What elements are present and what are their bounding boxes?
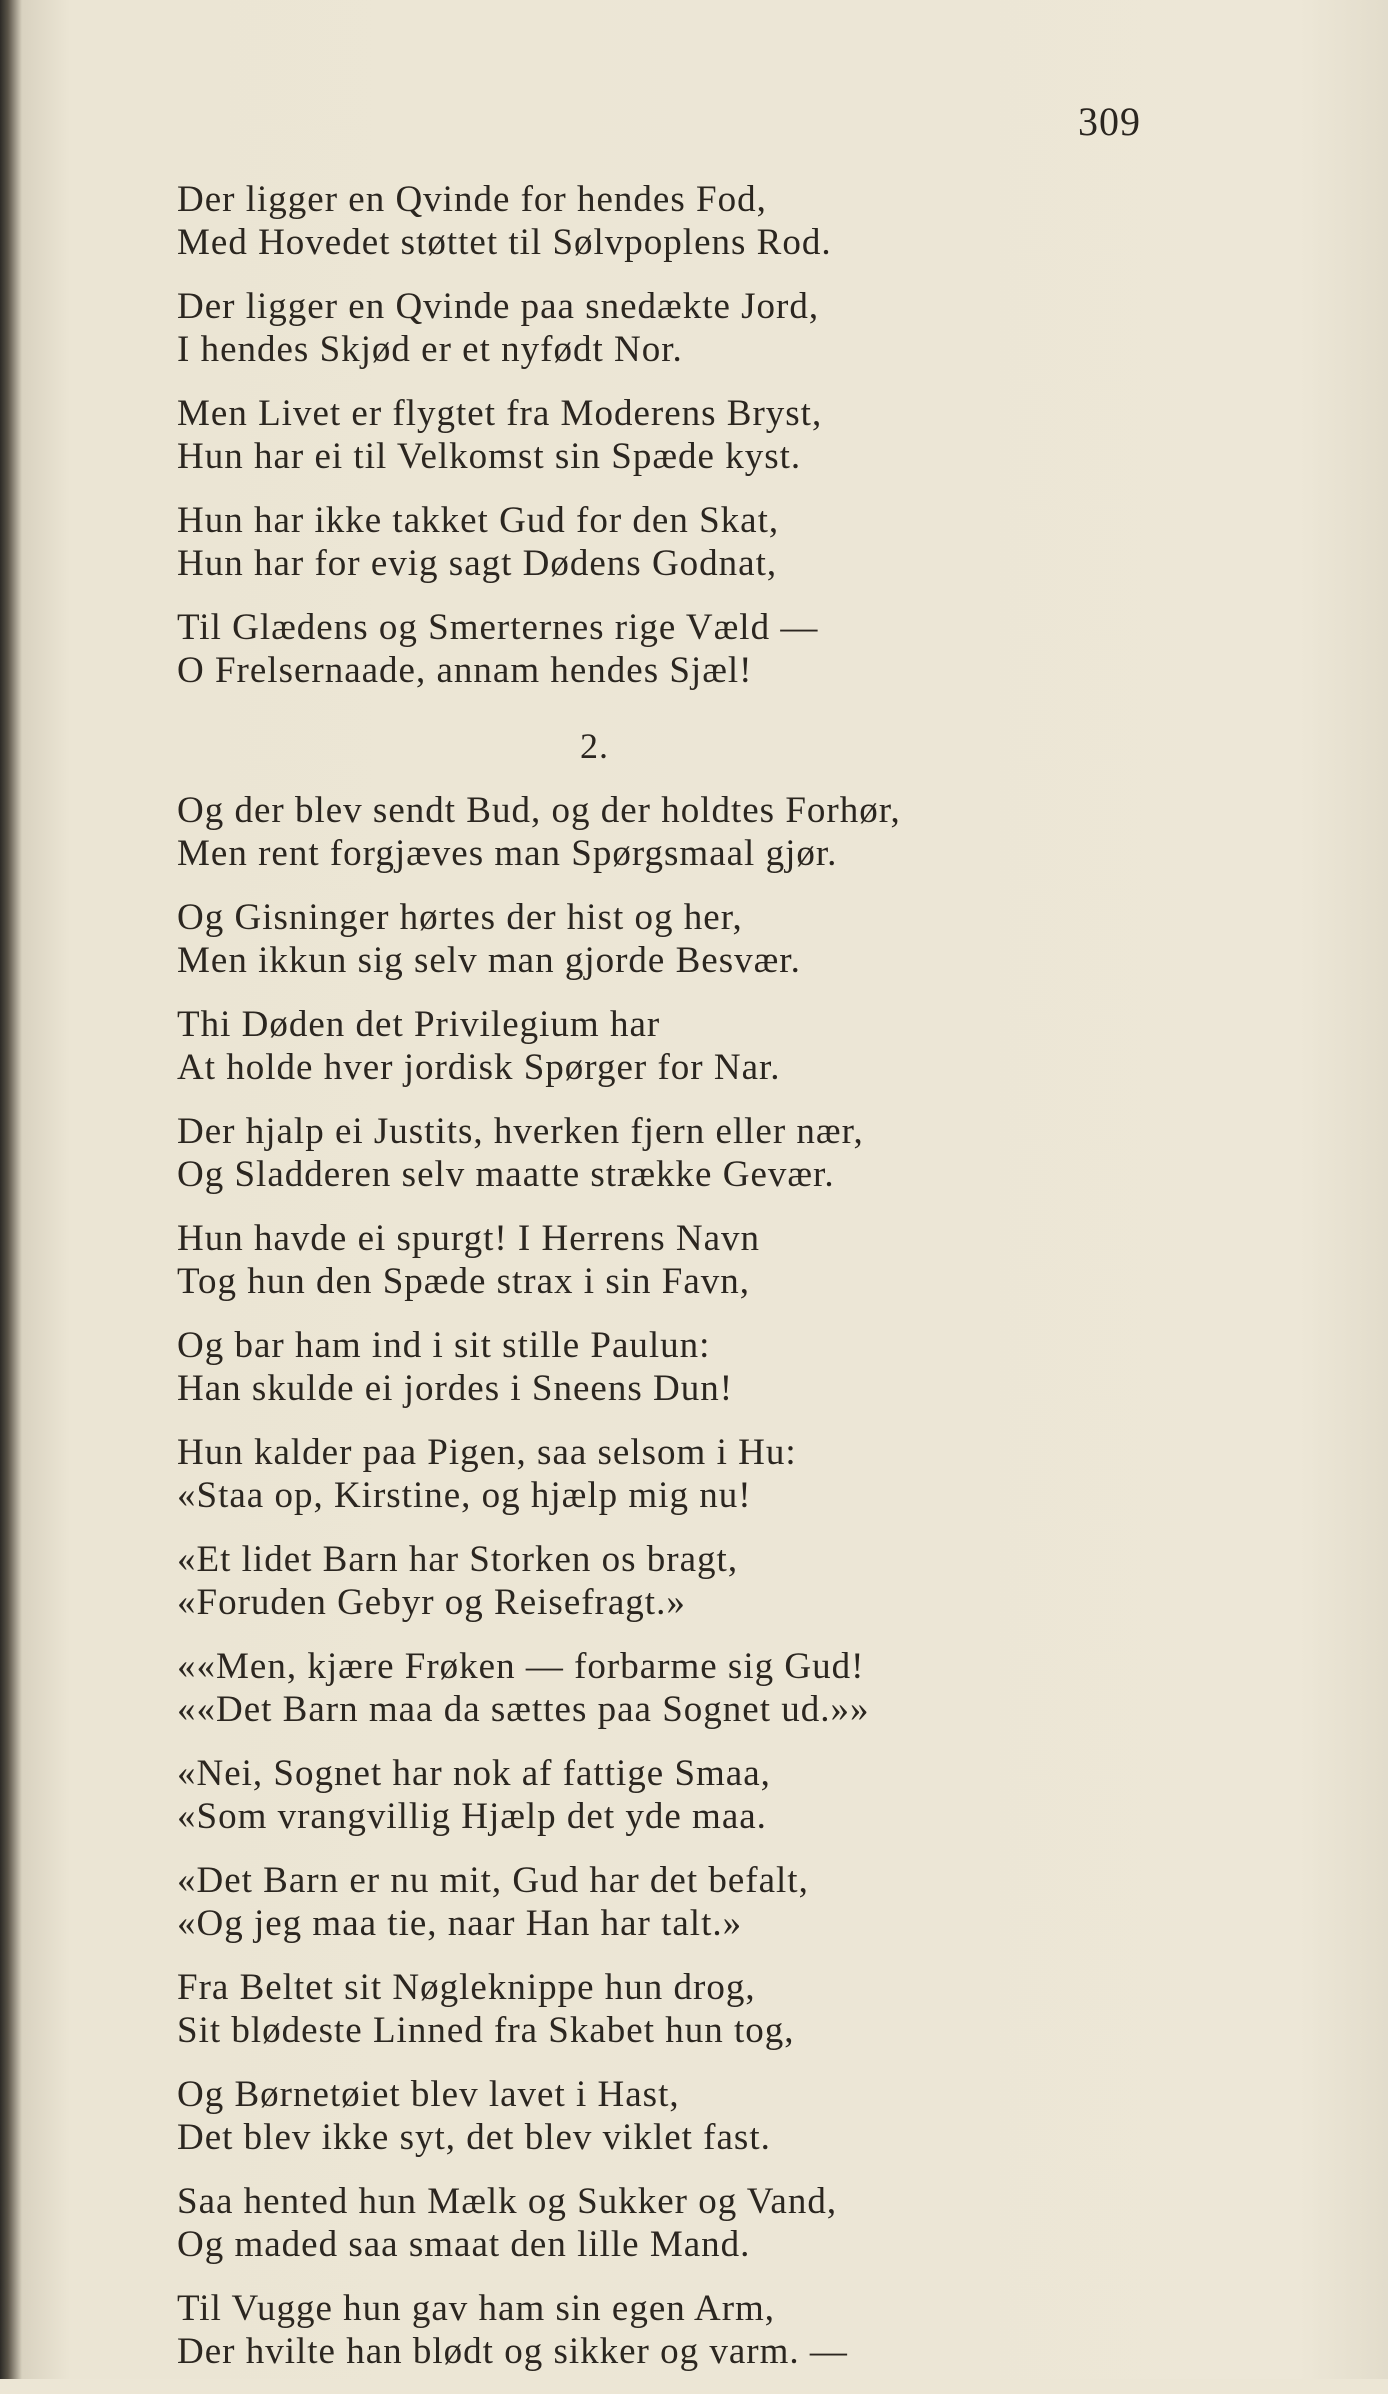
verse-line: Og bar ham ind i sit stille Paulun: — [177, 1325, 711, 1366]
verse-line: Hun kalder paa Pigen, saa selsom i Hu: — [177, 1432, 797, 1473]
stanza — [177, 178, 1327, 264]
verse-line: Thi Døden det Privilegium har — [177, 1004, 661, 1045]
stanza — [177, 499, 1327, 585]
verse-line: Saa hented hun Mælk og Sukker og Vand, — [177, 2181, 838, 2222]
poem-part-1 — [177, 178, 1327, 692]
stanza — [177, 1431, 1327, 1517]
stanza — [177, 2287, 1327, 2373]
stanza — [177, 1752, 1327, 1838]
stanza — [177, 1003, 1327, 1089]
verse-line: Med Hovedet støttet til Sølvpoplens Rod. — [177, 222, 832, 263]
verse-line: «Som vrangvillig Hjælp det yde maa. — [177, 1796, 767, 1837]
verse-line: Til Vugge hun gav ham sin egen Arm, — [177, 2288, 776, 2329]
verse-line: At holde hver jordisk Spørger for Nar. — [177, 1047, 781, 1088]
verse-line: Hun har for evig sagt Dødens Godnat, — [177, 543, 778, 584]
poem-part-2 — [177, 789, 1327, 2373]
stanza — [177, 2180, 1327, 2266]
stanza — [177, 2073, 1327, 2159]
verse-line: Men Livet er flygtet fra Moderens Bryst, — [177, 393, 823, 434]
poem-text — [177, 178, 1327, 2394]
verse-line: Tog hun den Spæde strax i sin Favn, — [177, 1261, 750, 1302]
verse-line: Og Gisninger hørtes der hist og her, — [177, 897, 743, 938]
stanza — [177, 1324, 1327, 1410]
stanza — [177, 896, 1327, 982]
stanza — [177, 1538, 1327, 1624]
verse-line: O Frelsernaade, annam hendes Sjæl! — [177, 650, 753, 691]
verse-line: Der hvilte han blødt og sikker og varm. — — [177, 2331, 848, 2372]
verse-line: «Staa op, Kirstine, og hjælp mig nu! — [177, 1475, 752, 1516]
verse-line: Hun har ei til Velkomst sin Spæde kyst. — [177, 436, 802, 477]
verse-line: Og Sladderen selv maatte strække Gevær. — [177, 1154, 835, 1195]
verse-line: ««Men, kjære Frøken — forbarme sig Gud! — [177, 1646, 865, 1687]
verse-line: Det blev ikke syt, det blev viklet fast. — [177, 2117, 771, 2158]
verse-line: Og Børnetøiet blev lavet i Hast, — [177, 2074, 680, 2115]
verse-line: «Det Barn er nu mit, Gud har det befalt, — [177, 1860, 809, 1901]
verse-line: Sit blødeste Linned fra Skabet hun tog, — [177, 2010, 795, 2051]
verse-line: Fra Beltet sit Nøgleknippe hun drog, — [177, 1967, 756, 2008]
verse-line: Til Glædens og Smerternes rige Væld — — [177, 607, 819, 648]
verse-line: «Og jeg maa tie, naar Han har talt.» — [177, 1903, 743, 1944]
verse-line: Hun har ikke takket Gud for den Skat, — [177, 500, 780, 541]
verse-line: «Nei, Sognet har nok af fattige Smaa, — [177, 1753, 771, 1794]
verse-line: Og der blev sendt Bud, og der holdtes Forhør, — [177, 790, 901, 831]
verse-line: Der hjalp ei Justits, hverken fjern eller nær, — [177, 1111, 864, 1152]
stanza — [177, 1966, 1327, 2052]
stanza — [177, 1217, 1327, 1303]
stanza — [177, 285, 1327, 371]
verse-line: Men ikkun sig selv man gjorde Besvær. — [177, 940, 801, 981]
page-number: 309 — [1078, 99, 1141, 144]
verse-line: Og maded saa smaat den lille Mand. — [177, 2224, 751, 2265]
verse-line: ««Det Barn maa da sættes paa Sognet ud.»» — [177, 1689, 870, 1730]
verse-line: «Et lidet Barn har Storken os bragt, — [177, 1539, 739, 1580]
verse-line: Han skulde ei jordes i Sneens Dun! — [177, 1368, 734, 1409]
verse-line: I hendes Skjød er et nyfødt Nor. — [177, 329, 683, 370]
verse-line: «Foruden Gebyr og Reisefragt.» — [177, 1582, 686, 1623]
stanza — [177, 606, 1327, 692]
verse-line: Hun havde ei spurgt! I Herrens Navn — [177, 1218, 760, 1259]
verse-line: Der ligger en Qvinde paa snedækte Jord, — [177, 286, 820, 327]
stanza — [177, 1645, 1327, 1731]
stanza — [177, 1110, 1327, 1196]
verse-line: Men rent forgjæves man Spørgsmaal gjør. — [177, 833, 838, 874]
stanza — [177, 789, 1327, 875]
stanza — [177, 392, 1327, 478]
section-number: 2. — [580, 726, 609, 766]
stanza — [177, 1859, 1327, 1945]
verse-line: Der ligger en Qvinde for hendes Fod, — [177, 179, 767, 220]
